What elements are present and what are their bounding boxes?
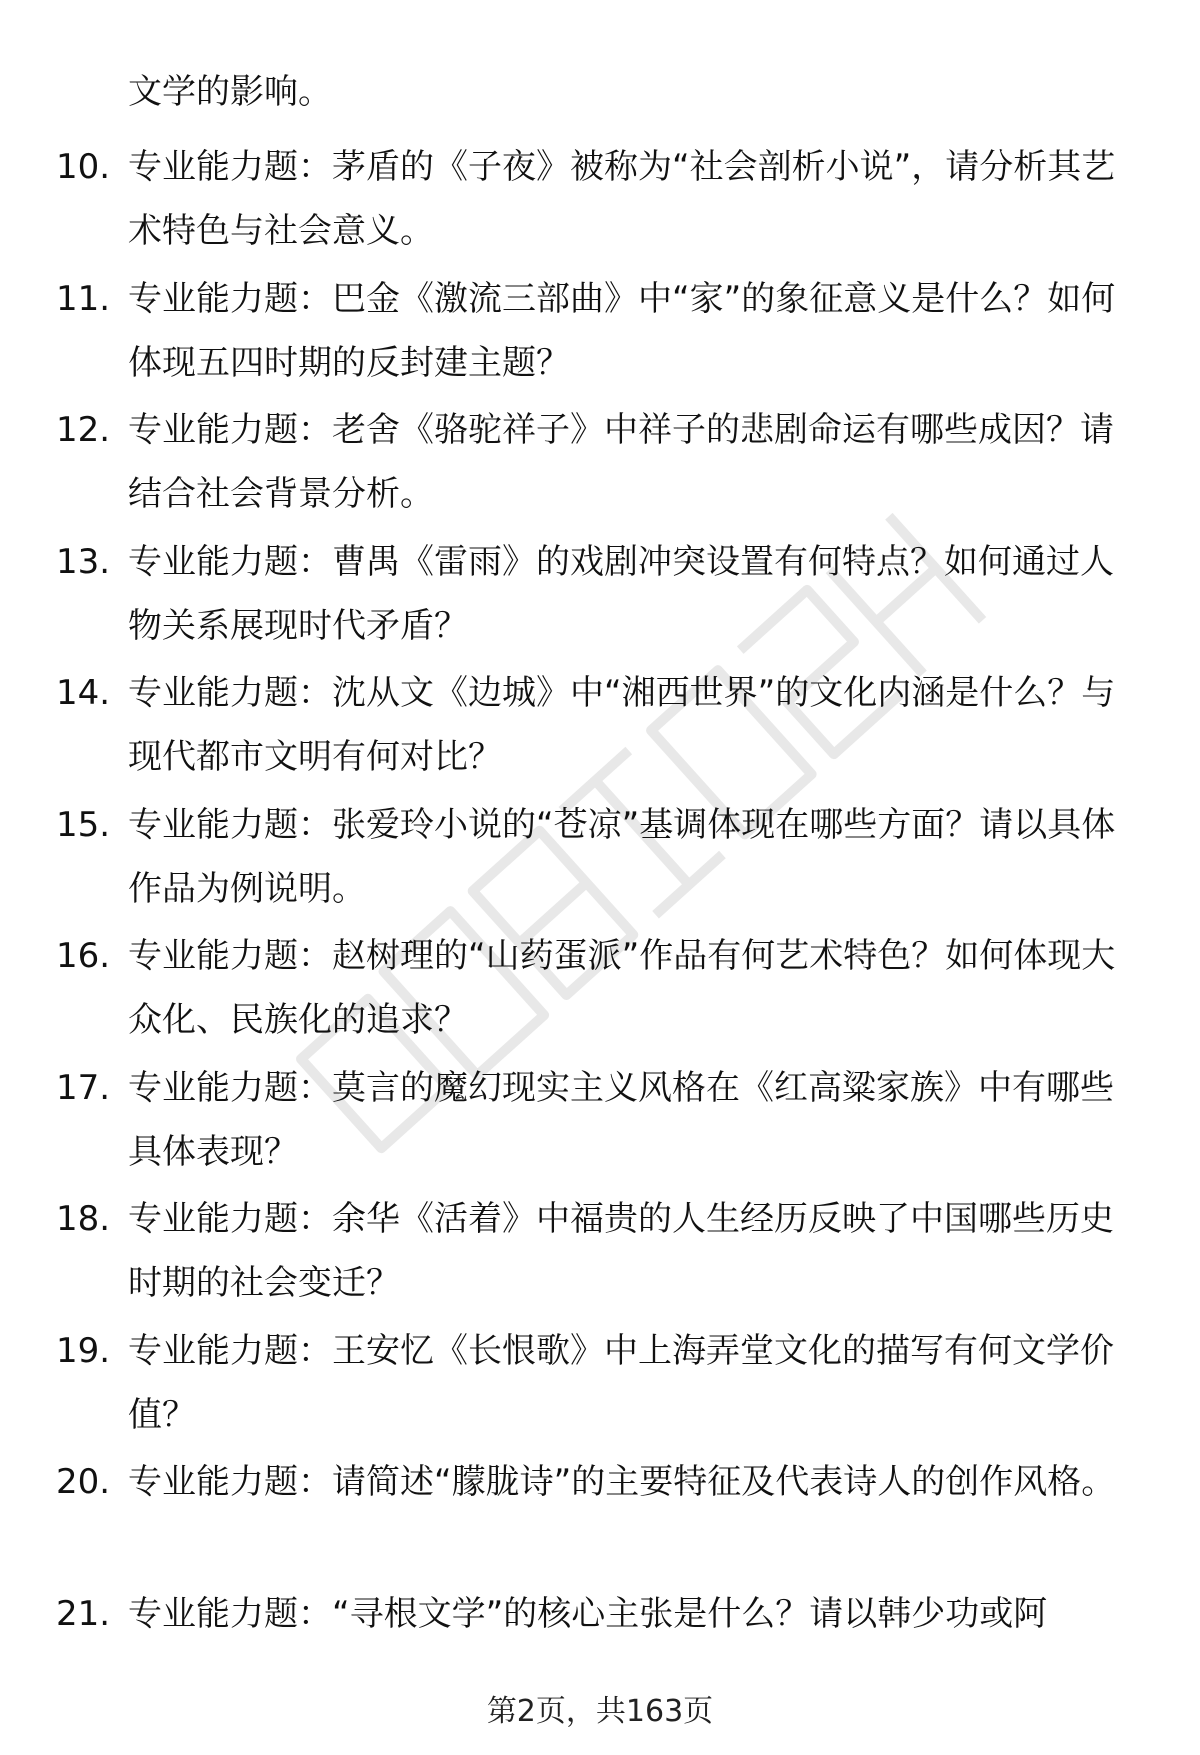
question-list <box>0 135 1200 1713</box>
list-item <box>0 530 1200 662</box>
list-item <box>0 1187 1200 1319</box>
question-text: 专业能力题：张爱玲小说的“苍凉”基调体现在哪些方面？请以具体作品为例说明。 <box>128 804 1116 909</box>
question-number: 11. <box>56 278 111 319</box>
list-item <box>0 1450 1200 1582</box>
question-text: 专业能力题：余华《活着》中福贵的人生经历反映了中国哪些历史时期的社会变迁？ <box>128 1199 1114 1303</box>
list-item <box>0 1056 1200 1188</box>
list-item <box>0 924 1200 1056</box>
question-number: 20. <box>56 1462 111 1502</box>
question-text: 专业能力题：茅盾的《子夜》被称为“社会剖析小说”，请分析其艺术特色与社会意义。 <box>128 147 1116 251</box>
list-item <box>0 1319 1200 1451</box>
question-text: 专业能力题：沈从文《边城》中“湘西世界”的文化内涵是什么？与现代都市文明有何对比？ <box>128 673 1116 777</box>
list-item <box>0 793 1200 925</box>
question-number: 17. <box>56 1067 111 1108</box>
question-text: 专业能力题：老舍《骆驼祥子》中祥子的悲剧命运有哪些成因？请结合社会背景分析。 <box>128 410 1114 514</box>
page-footer: 第2页，共163页 <box>486 1694 714 1729</box>
question-number: 14. <box>56 673 111 713</box>
question-number: 16. <box>56 936 111 976</box>
question-number: 13. <box>56 541 111 582</box>
question-text: 专业能力题：请简述“朦胧诗”的主要特征及代表诗人的创作风格。 <box>128 1462 1116 1502</box>
question-number: 10. <box>56 147 111 187</box>
continuation-text: 文学的影响。 <box>128 72 332 112</box>
question-text: 专业能力题：赵树理的“山药蛋派”作品有何艺术特色？如何体现大众化、民族化的追求？ <box>128 936 1116 1040</box>
list-item <box>0 398 1200 530</box>
question-text: 专业能力题：巴金《激流三部曲》中“家”的象征意义是什么？如何体现五四时期的反封建主题？ <box>128 278 1116 383</box>
list-item <box>0 135 1200 267</box>
question-number: 19. <box>56 1330 111 1371</box>
question-number: 12. <box>56 410 111 450</box>
question-number: 21. <box>56 1593 111 1634</box>
question-number: 18. <box>56 1199 111 1239</box>
question-number: 15. <box>56 804 111 845</box>
question-text: 专业能力题：曹禺《雷雨》的戏剧冲突设置有何特点？如何通过人物关系展现时代矛盾？ <box>128 541 1114 646</box>
question-text: 专业能力题：王安忆《长恨歌》中上海弄堂文化的描写有何文学价值？ <box>128 1330 1114 1435</box>
list-item <box>0 267 1200 399</box>
question-text: 专业能力题：莫言的魔幻现实主义风格在《红高粱家族》中有哪些具体表现？ <box>128 1067 1114 1172</box>
question-text: 专业能力题：“寻根文学”的核心主张是什么？请以韩少功或阿 <box>128 1593 1048 1634</box>
list-item <box>0 661 1200 793</box>
